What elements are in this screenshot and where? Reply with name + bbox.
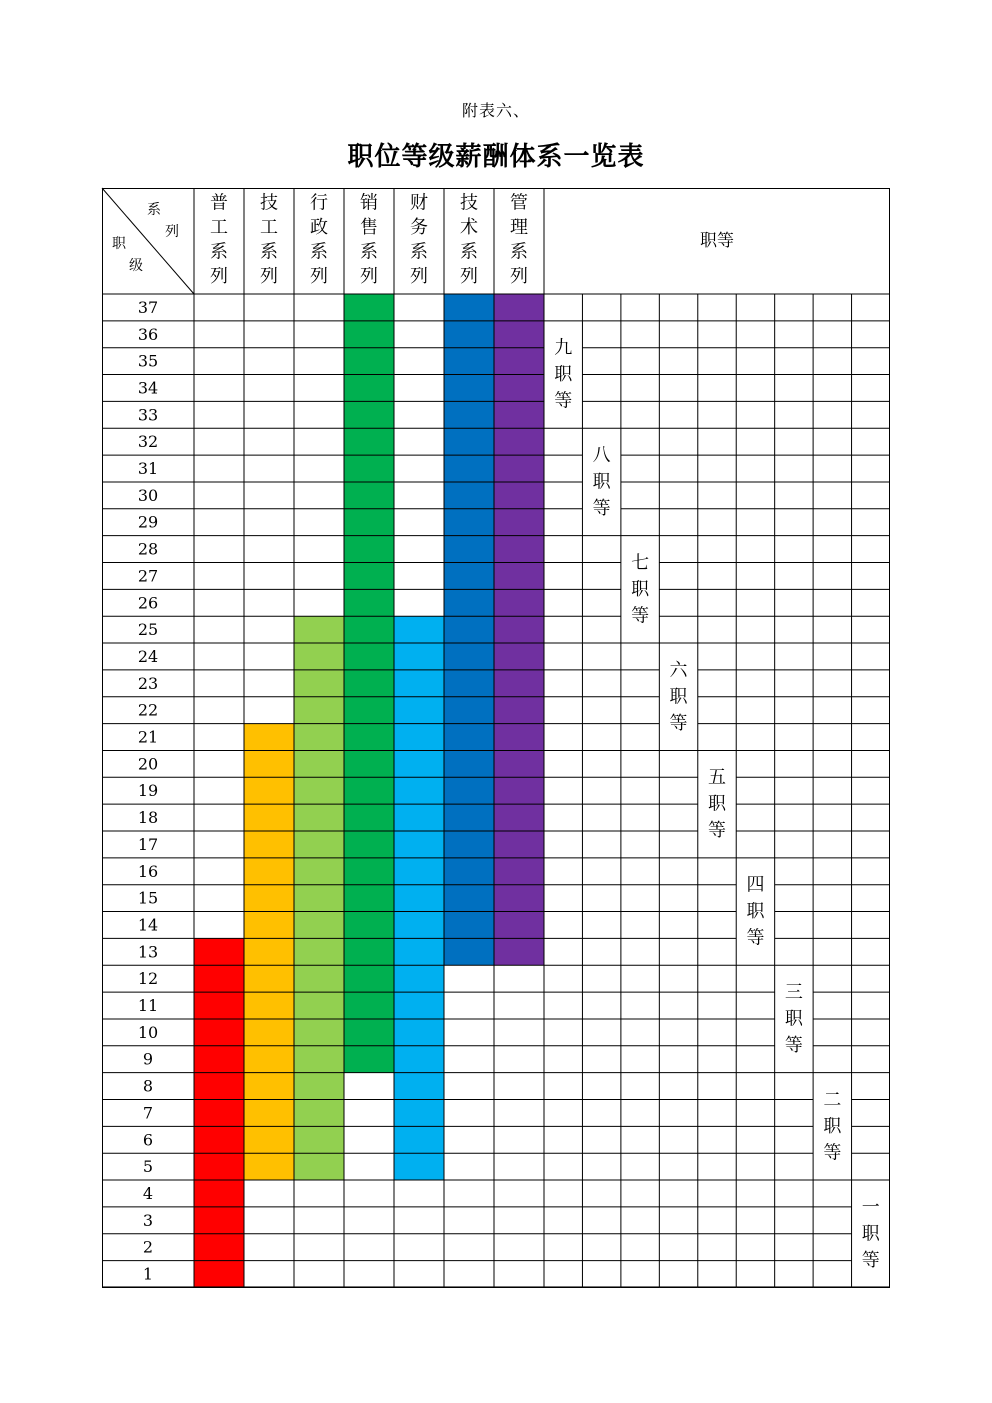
series-header-jishu-char: 术 — [460, 217, 478, 238]
grade-label-char: 等 — [861, 1249, 880, 1271]
series-header-xiaoshou-char: 售 — [360, 217, 378, 238]
series-bar-xiaoshou — [344, 294, 394, 1073]
series-header-caiwu-char: 务 — [410, 217, 428, 238]
level-number: 2 — [142, 1237, 154, 1257]
grade-label-char: 等 — [823, 1142, 842, 1164]
level-number: 26 — [137, 593, 159, 613]
series-bar-guanli — [494, 294, 544, 965]
level-number: 15 — [137, 888, 159, 908]
grade-label-char: 三 — [784, 981, 803, 1003]
level-number: 10 — [137, 1022, 159, 1042]
series-bar-caiwu — [394, 616, 444, 1180]
series-header-jigong-char: 工 — [260, 217, 278, 238]
grade-label-char: 职 — [631, 578, 650, 600]
series-header-xingzheng-char: 行 — [310, 192, 328, 214]
grade-label-char: 职 — [554, 364, 573, 386]
series-header-jishu-char: 系 — [460, 241, 478, 263]
grade-label-char: 等 — [592, 497, 611, 519]
series-bar-jigong — [244, 724, 294, 1180]
grade-label-char: 等 — [631, 605, 650, 627]
grade-label-char: 职 — [746, 901, 765, 923]
level-number: 25 — [137, 620, 159, 640]
grade-label-char: 七 — [631, 552, 650, 574]
level-number: 32 — [137, 432, 159, 452]
grade-table — [102, 188, 890, 1284]
series-header-guanli-char: 理 — [510, 217, 528, 238]
series-header-guanli-char: 管 — [510, 192, 528, 214]
level-number: 20 — [137, 754, 159, 774]
level-number: 12 — [137, 969, 159, 989]
series-bar-xingzheng — [294, 616, 344, 1180]
level-number: 21 — [137, 727, 159, 747]
corner-series-char-2: 列 — [165, 224, 179, 240]
series-header-jishu-char: 列 — [460, 266, 478, 287]
level-number: 6 — [142, 1130, 154, 1150]
series-header-putong-char: 系 — [210, 241, 228, 263]
level-number: 35 — [137, 351, 159, 371]
series-header-putong-char: 列 — [210, 266, 228, 287]
level-number: 7 — [142, 1103, 154, 1123]
grade-label-char: 职 — [784, 1008, 803, 1030]
level-number: 33 — [137, 405, 159, 425]
level-number: 9 — [142, 1049, 154, 1069]
series-header-jigong-char: 技 — [260, 192, 278, 214]
level-number: 18 — [137, 808, 159, 828]
level-number: 16 — [137, 861, 159, 881]
level-number: 29 — [137, 512, 159, 532]
grade-label-char: 职 — [669, 686, 688, 708]
series-header-caiwu-char: 列 — [410, 266, 428, 287]
level-number: 23 — [137, 673, 159, 693]
series-header-guanli-char: 列 — [510, 266, 528, 287]
grade-label-char: 职 — [592, 471, 611, 493]
series-header-xingzheng-char: 系 — [310, 241, 328, 263]
level-number: 24 — [137, 646, 159, 666]
grade-label-char: 五 — [708, 767, 726, 789]
series-header-xiaoshou-char: 列 — [360, 266, 378, 287]
level-number: 17 — [137, 834, 159, 854]
grade-label-char: 等 — [669, 712, 688, 734]
level-number: 22 — [137, 700, 159, 720]
grade-label-char: 职 — [823, 1115, 842, 1137]
series-header-jigong-char: 系 — [260, 241, 278, 263]
grade-label-char: 职 — [708, 793, 726, 815]
series-header-xiaoshou-char: 销 — [360, 192, 378, 214]
level-number: 13 — [137, 942, 159, 962]
grade-label-char: 等 — [746, 927, 765, 949]
series-header-caiwu-char: 系 — [410, 241, 428, 263]
series-bar-putong — [194, 938, 244, 1287]
level-number: 28 — [137, 539, 159, 559]
level-number: 27 — [137, 566, 159, 586]
appendix-label: 附表六、 — [461, 101, 530, 120]
grade-label-char: 一 — [861, 1196, 880, 1218]
corner-series-char-1: 系 — [147, 202, 161, 218]
level-number: 30 — [137, 485, 159, 505]
level-number: 36 — [137, 324, 159, 344]
level-number: 34 — [137, 378, 159, 398]
level-number: 19 — [137, 781, 159, 801]
series-header-putong-char: 普 — [210, 192, 228, 214]
grade-label-char: 六 — [669, 659, 688, 681]
level-number: 31 — [137, 459, 159, 479]
corner-level-char-2: 级 — [129, 258, 143, 274]
grade-label-char: 四 — [746, 874, 765, 896]
grade-label-char: 二 — [823, 1089, 842, 1111]
corner-level-char-1: 职 — [112, 236, 126, 252]
level-number: 37 — [137, 297, 159, 317]
level-number: 1 — [142, 1264, 154, 1284]
level-number: 3 — [142, 1210, 154, 1230]
grade-label-char: 等 — [708, 820, 726, 842]
level-number: 8 — [142, 1076, 154, 1096]
grade-label-char: 等 — [554, 390, 573, 412]
series-header-xingzheng-char: 政 — [310, 217, 328, 238]
series-header-caiwu-char: 财 — [410, 192, 428, 214]
series-header-xingzheng-char: 列 — [310, 266, 328, 287]
series-header-putong-char: 工 — [210, 217, 228, 238]
level-number: 4 — [142, 1183, 154, 1203]
series-header-jishu-char: 技 — [460, 192, 478, 214]
series-header-xiaoshou-char: 系 — [360, 241, 378, 263]
level-number: 5 — [142, 1157, 154, 1177]
series-bar-jishu — [444, 294, 494, 965]
grade-header: 职等 — [700, 231, 734, 251]
grade-label-char: 八 — [592, 444, 611, 466]
grade-label-char: 职 — [861, 1223, 880, 1245]
page-title: 职位等级薪酬体系一览表 — [347, 142, 645, 172]
level-number: 11 — [137, 996, 159, 1016]
series-header-jigong-char: 列 — [260, 266, 278, 287]
series-header-guanli-char: 系 — [510, 241, 528, 263]
grade-label-char: 九 — [554, 337, 573, 359]
level-number: 14 — [137, 915, 159, 935]
grade-label-char: 等 — [784, 1034, 803, 1056]
